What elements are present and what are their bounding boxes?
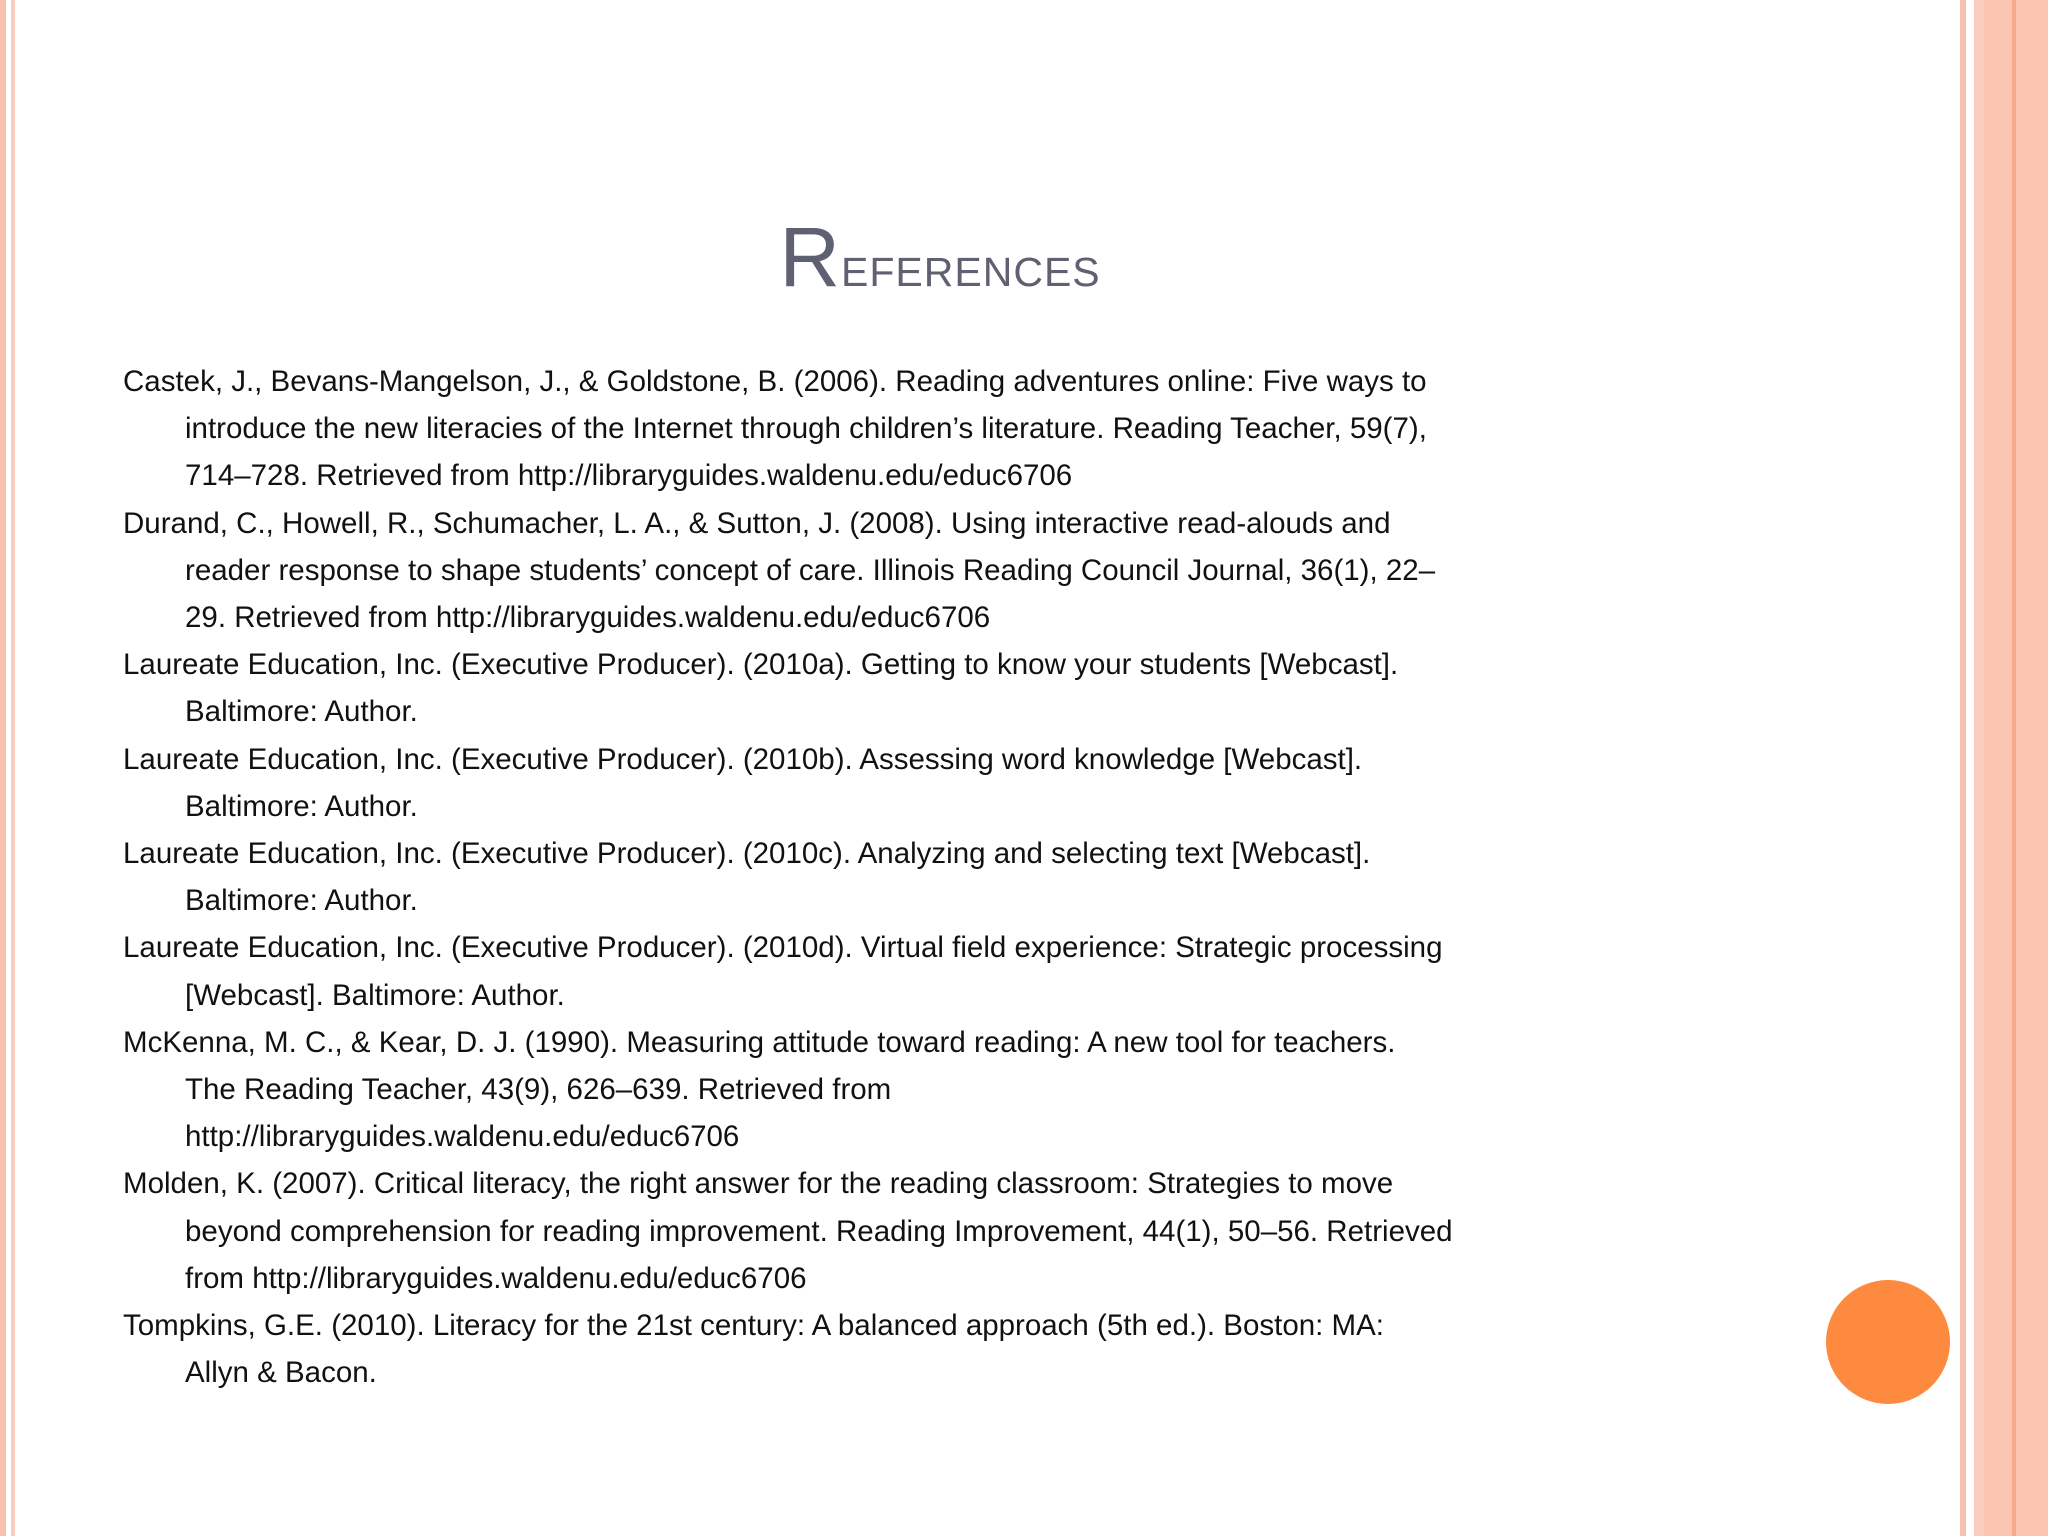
reference-item: Laureate Education, Inc. (Executive Producer). (2010d). Virtual field experience: Strategic processing [Webcast]. Baltimore: Author. bbox=[123, 931, 1443, 1012]
right-border-line bbox=[2012, 0, 2016, 1536]
right-border-band bbox=[1984, 0, 2048, 1536]
right-border-stripe bbox=[1960, 0, 1966, 1536]
slide-title: References bbox=[779, 210, 1101, 304]
orange-circle-decoration bbox=[1826, 1280, 1950, 1404]
reference-item: Tompkins, G.E. (2010). Literacy for the 21st century: A balanced approach (5th ed.). Boston: MA: Allyn & Bacon. bbox=[123, 1309, 1384, 1390]
reference-item: Castek, J., Bevans-Mangelson, J., & Goldstone, B. (2006). Reading adventures online: Five ways to introduce the new literacies of the Internet through children’s literature. Reading Teacher, 59(7), 714–728. Retrieved from http://libraryguides.waldenu.edu/educ6706 bbox=[123, 365, 1427, 493]
reference-item: Laureate Education, Inc. (Executive Producer). (2010c). Analyzing and selecting text [Webcast]. Baltimore: Author. bbox=[123, 837, 1371, 918]
reference-item: McKenna, M. C., & Kear, D. J. (1990). Measuring attitude toward reading: A new tool for teachers. The Reading Teacher, 43(9), 626–639. Retrieved from http://libraryguides.waldenu.edu/educ6706 bbox=[123, 1025, 1396, 1154]
reference-list bbox=[123, 358, 1453, 1396]
reference-item: Molden, K. (2007). Critical literacy, the right answer for the reading classroom: Strategies to move beyond comprehension for reading improvement. Reading Improvement, 44(1), 50–56. Retrieved from http://libraryguides.waldenu.edu/educ6706 bbox=[123, 1167, 1453, 1295]
right-border-stripe-inner bbox=[1974, 0, 1984, 1536]
reference-item: Durand, C., Howell, R., Schumacher, L. A., & Sutton, J. (2008). Using interactive read-alouds and reader response to shape students’ concept of care. Illinois Reading Council Journal, 36(1), 22–29. Retrieved from http://libraryguides.waldenu.edu/educ6706 bbox=[123, 506, 1436, 635]
reference-item: Laureate Education, Inc. (Executive Producer). (2010b). Assessing word knowledge [Webcast]. Baltimore: Author. bbox=[123, 742, 1363, 823]
reference-item: Laureate Education, Inc. (Executive Producer). (2010a). Getting to know your students [Webcast]. Baltimore: Author. bbox=[123, 648, 1399, 729]
